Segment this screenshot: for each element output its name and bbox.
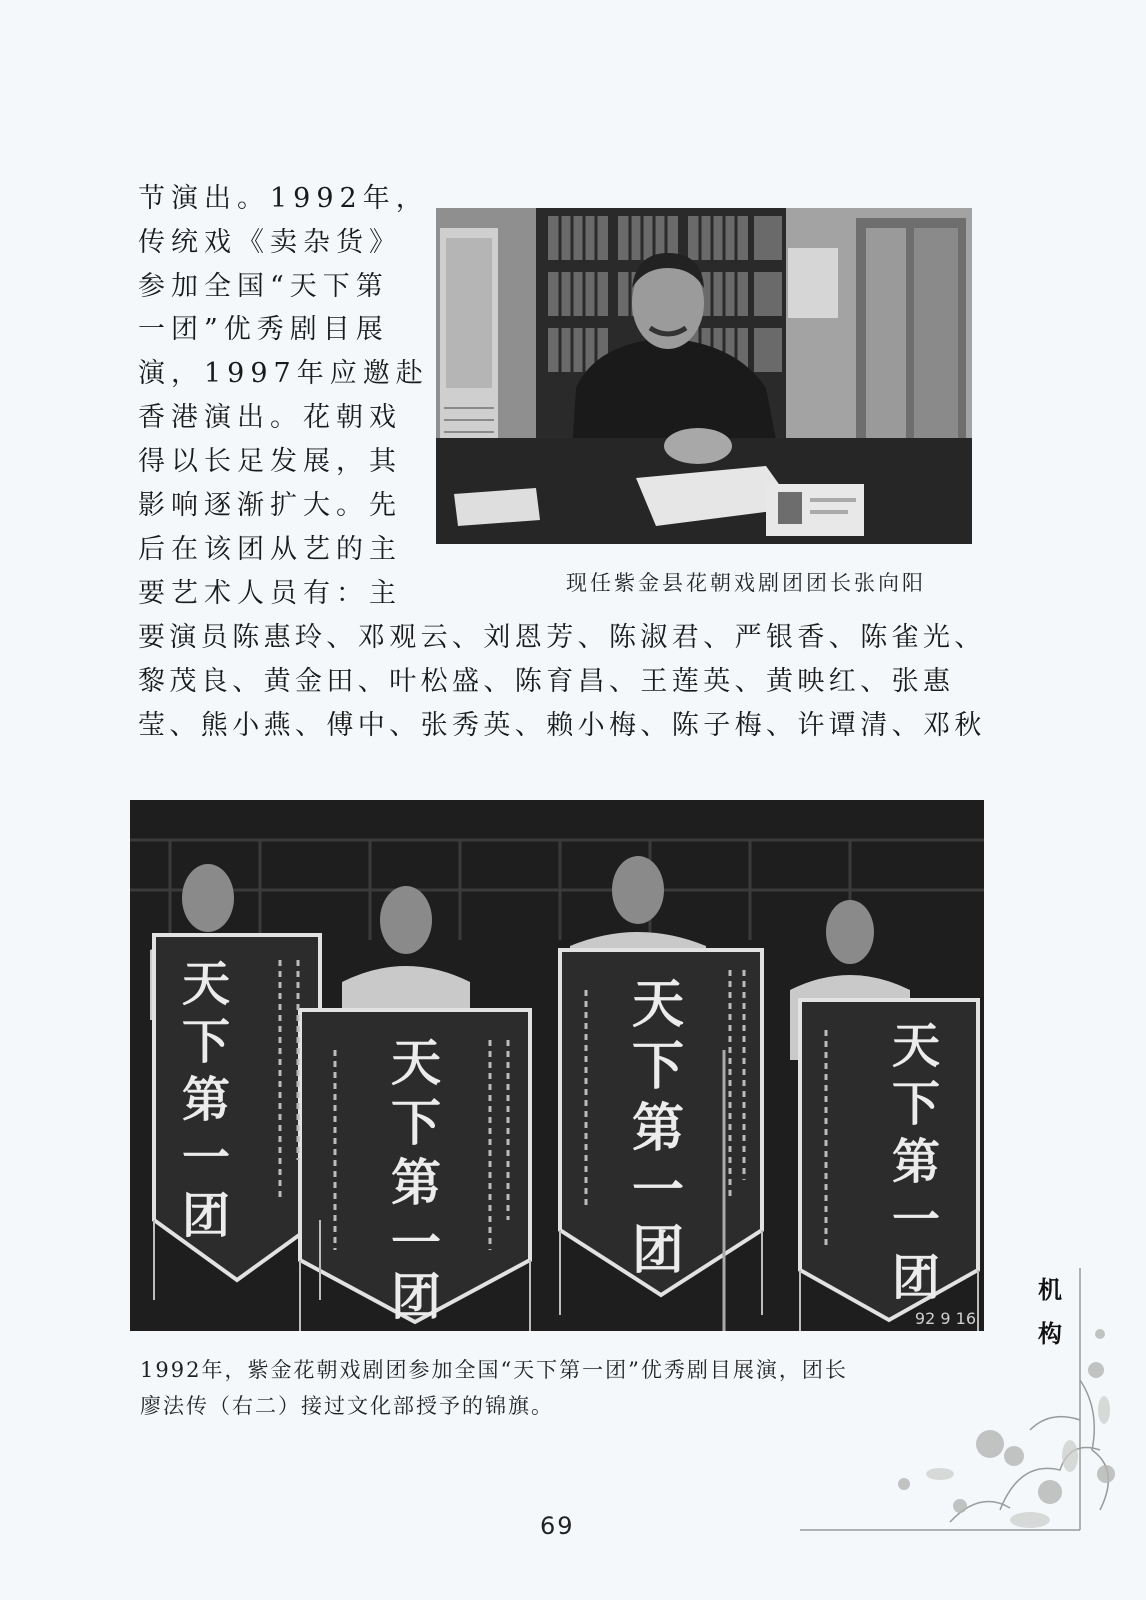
banner-2-char-1: 天: [391, 1033, 441, 1092]
banner-2-char-5: 团: [391, 1267, 441, 1326]
section-tab-char: 构: [1038, 1319, 1062, 1348]
banner-3-char-5: 团: [631, 1220, 685, 1281]
banner-1-char-5: 团: [181, 1188, 231, 1244]
text-line: 传统戏《卖杂货》: [138, 227, 402, 258]
text-line: 要演员陈惠玲、邓观云、刘恩芳、陈淑君、严银香、陈雀光、: [138, 622, 986, 653]
banner-4-char-4: 一: [891, 1192, 941, 1248]
banner-photo-caption-line-1: 1992年，紫金花朝戏剧团参加全国“天下第一团”优秀剧目展演，团长: [140, 1358, 848, 1382]
banner-3-char-3: 第: [631, 1098, 685, 1159]
banner-2-char-2: 下: [391, 1093, 441, 1152]
banner-3-char-1: 天: [631, 974, 685, 1035]
banner-ceremony-photo: [130, 800, 984, 1331]
text-line: 一团”优秀剧目展: [138, 314, 389, 345]
banner-4-char-5: 团: [891, 1250, 941, 1306]
banner-4-char-1: 天: [891, 1018, 941, 1074]
director-photo-image: [436, 208, 972, 544]
banner-photo-caption-line-2: 廖法传（右二）接过文化部授予的锦旗。: [140, 1394, 554, 1418]
text-line: 参加全国“天下第: [138, 271, 389, 302]
director-photo: [436, 208, 972, 544]
banner-1-char-1: 天: [181, 956, 231, 1012]
banner-2-char-4: 一: [391, 1213, 441, 1272]
banner-4-char-2: 下: [891, 1076, 941, 1132]
banner-1-char-3: 第: [181, 1072, 231, 1128]
section-tab: [1032, 1268, 1068, 1356]
text-line: 后在该团从艺的主: [138, 534, 402, 565]
text-line: 要艺术人员有：主: [138, 578, 402, 609]
banner-ceremony-image: [130, 800, 984, 1331]
banner-1-char-2: 下: [181, 1014, 231, 1070]
text-line: 节演出。1992年，: [138, 183, 429, 214]
banner-3-char-4: 一: [631, 1160, 685, 1221]
floral-ornament-icon: [800, 1260, 1146, 1600]
text-line: 影响逐渐扩大。先: [138, 490, 402, 521]
section-tab-char: 机: [1038, 1275, 1062, 1304]
text-line: 香港演出。花朝戏: [138, 402, 402, 433]
text-line: 得以长足发展，其: [138, 446, 402, 477]
banner-1-char-4: 一: [181, 1130, 231, 1186]
banner-2-char-3: 第: [391, 1153, 441, 1212]
photo-date-stamp: 92 9 16: [914, 1309, 976, 1328]
text-line: 演，1997年应邀赴: [138, 358, 429, 389]
page-number: 69: [540, 1512, 575, 1540]
text-line: 莹、熊小燕、傅中、张秀英、赖小梅、陈子梅、许谭清、邓秋: [138, 710, 986, 741]
director-photo-caption: 现任紫金县花朝戏剧团团长张向阳: [566, 571, 926, 595]
banner-3-char-2: 下: [631, 1036, 685, 1097]
banner-4-char-3: 第: [891, 1134, 941, 1190]
text-line: 黎茂良、黄金田、叶松盛、陈育昌、王莲英、黄映红、张惠: [138, 666, 955, 697]
